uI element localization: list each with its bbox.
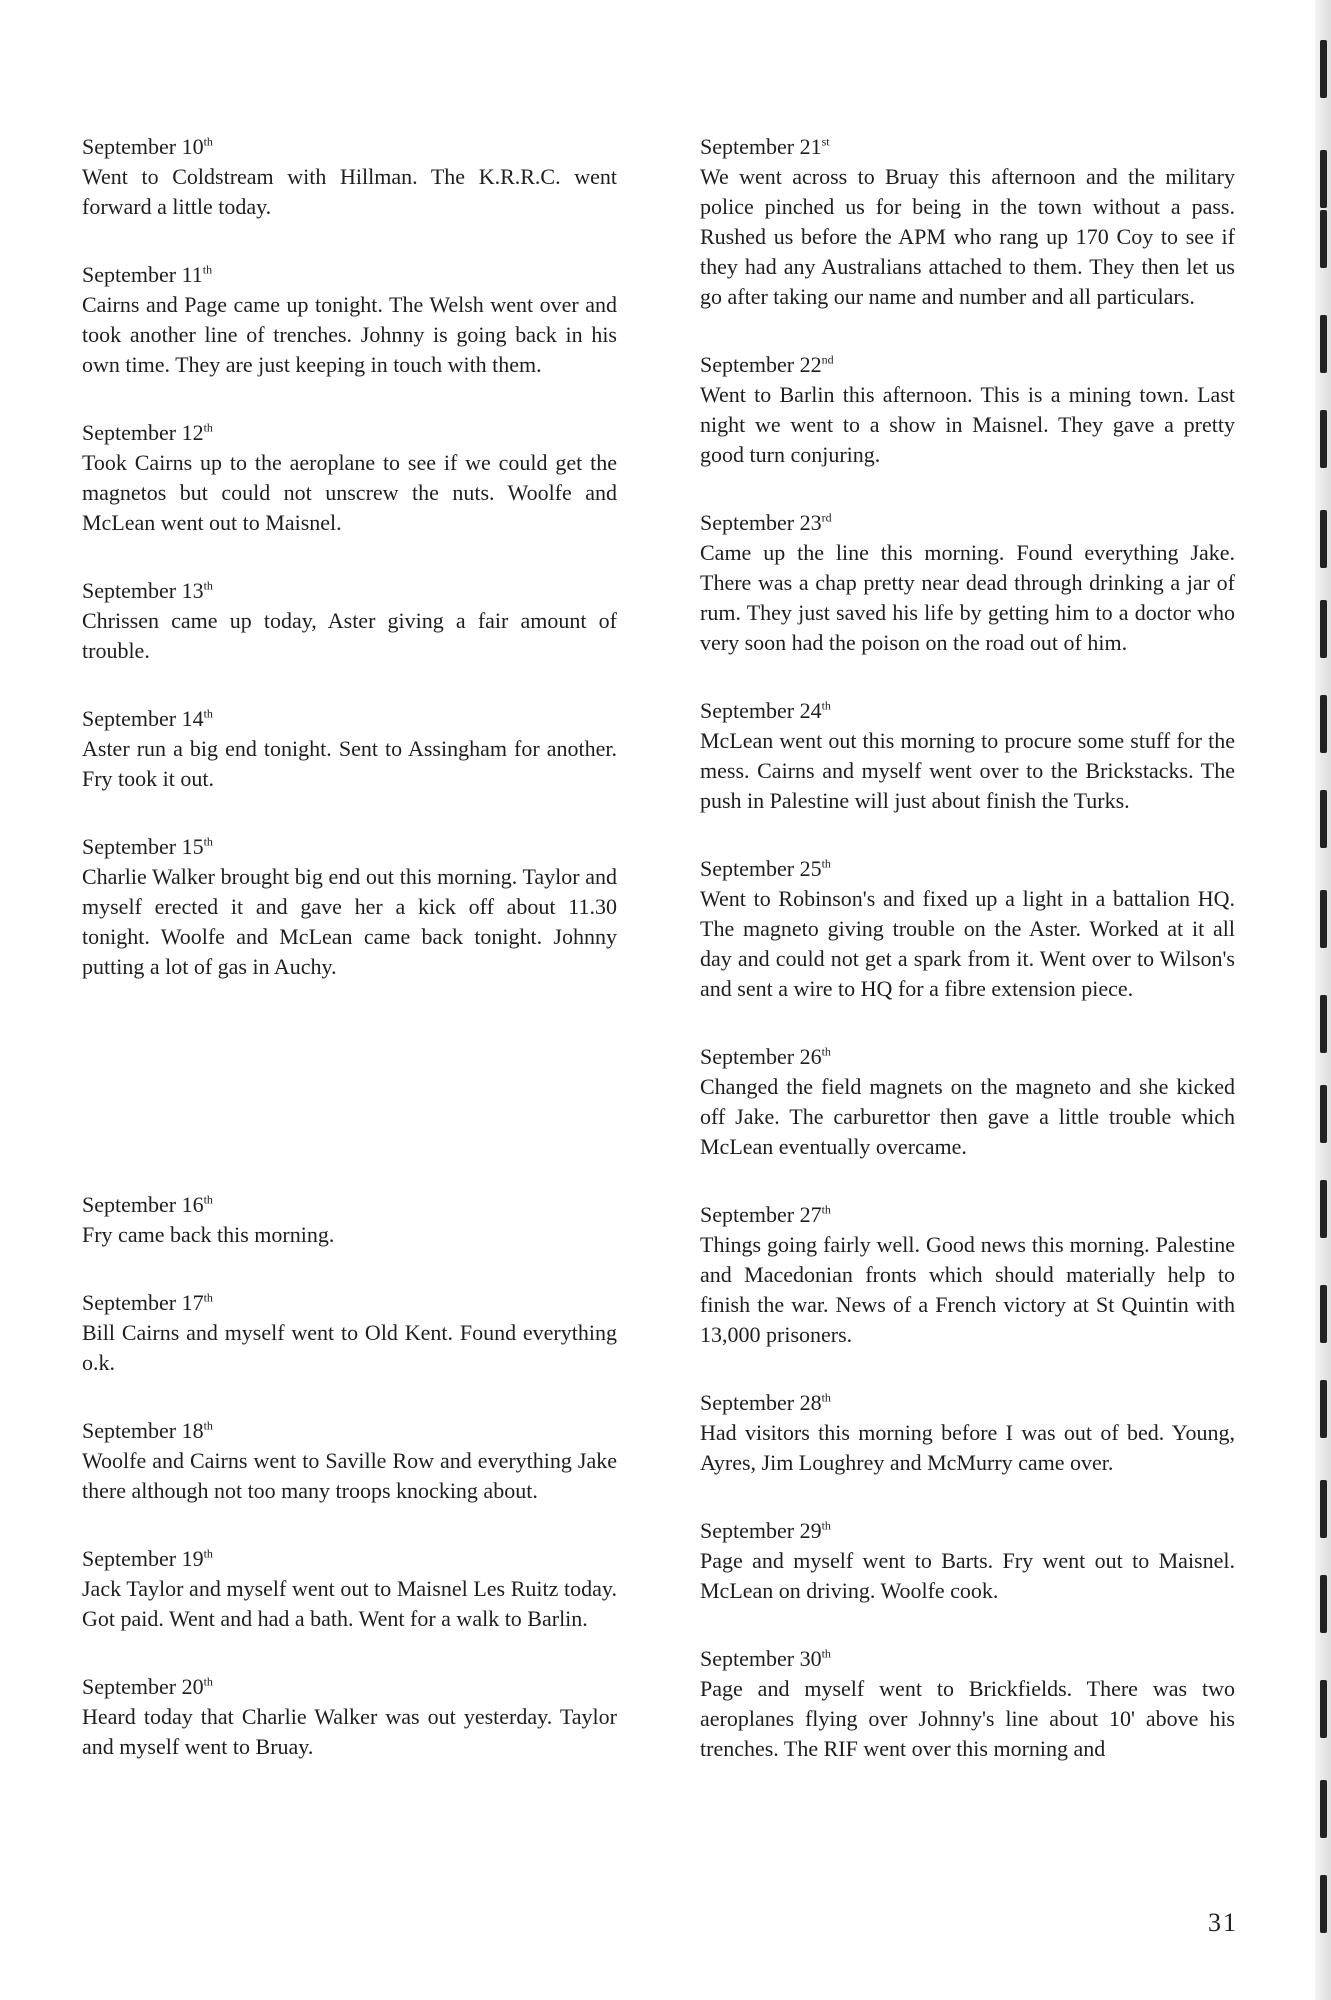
diary-entry [700,1516,1235,1606]
diary-entry [82,260,617,380]
entry-date: September 21st [700,134,830,159]
entry-date: September 14th [82,706,213,731]
entry-date: September 13th [82,578,213,603]
diary-entry [82,1288,617,1378]
entry-date: September 28th [700,1390,831,1415]
entry-text: Went to Coldstream with Hillman. The K.R.R.C. went forward a little today. [82,164,617,219]
binding-mark [1320,150,1327,208]
diary-entry [82,1416,617,1506]
diary-entry [82,132,617,222]
binding-mark [1320,315,1327,373]
binding-mark [1320,1575,1327,1633]
entry-text: Fry came back this morning. [82,1222,335,1247]
entry-text: Bill Cairns and myself went to Old Kent. Found everything o.k. [82,1320,617,1375]
entry-text: We went across to Bruay this afternoon and the military police pinched us for being in the town without a pass. Rushed us before the APM who rang up 170 Coy to see if they had any Australians attached to them. They then let us go after taking our name and number and all particulars. [700,164,1235,309]
entry-date: September 29th [700,1518,831,1543]
diary-entry [82,576,617,666]
binding-mark [1320,1380,1327,1438]
entry-date: September 22nd [700,352,834,377]
entry-date: September 12th [82,420,213,445]
binding-mark [1320,510,1327,568]
entry-text: Had visitors this morning before I was out of bed. Young, Ayres, Jim Loughrey and McMurry came over. [700,1420,1235,1475]
diary-entry [700,350,1235,470]
entry-date: September 23rd [700,510,832,535]
entry-date: September 27th [700,1202,831,1227]
diary-entry [700,132,1235,312]
diary-entry [700,1042,1235,1162]
binding-mark [1320,1780,1327,1838]
binding-mark [1320,995,1327,1053]
entry-text: Cairns and Page came up tonight. The Welsh went over and took another line of trenches. Johnny is going back in his own time. They are just keeping in touch with them. [82,292,617,377]
page-number: 31 [1208,1908,1238,1937]
entry-text: Went to Barlin this afternoon. This is a mining town. Last night we went to a show in Maisnel. They gave a pretty good turn conjuring. [700,382,1235,467]
binding-mark [1320,1085,1327,1143]
diary-entry [82,832,617,982]
entry-text: Page and myself went to Barts. Fry went out to Maisnel. McLean on driving. Woolfe cook. [700,1548,1235,1603]
entry-text: Things going fairly well. Good news this morning. Palestine and Macedonian fronts which should materially help to finish the war. News of a French victory at St Quintin with 13,000 prisoners. [700,1232,1235,1347]
binding-mark [1320,1875,1327,1933]
entry-text: Woolfe and Cairns went to Saville Row and everything Jake there although not too many troops knocking about. [82,1448,617,1503]
entry-date: September 10th [82,134,213,159]
binding-mark [1320,410,1327,468]
binding-mark [1320,1285,1327,1343]
entry-date: September 19th [82,1546,213,1571]
entry-text: McLean went out this morning to procure some stuff for the mess. Cairns and myself went over to the Brickstacks. The push in Palestine will just about finish the Turks. [700,728,1235,813]
entry-date: September 15th [82,834,213,859]
entry-date: September 24th [700,698,831,723]
entry-date: September 16th [82,1192,213,1217]
entry-text: Heard today that Charlie Walker was out yesterday. Taylor and myself went to Bruay. [82,1704,617,1759]
entry-date: September 18th [82,1418,213,1443]
diary-entry [82,1544,617,1634]
entry-date: September 26th [700,1044,831,1069]
diary-entry [700,854,1235,1004]
entry-date: September 25th [700,856,831,881]
left-column [82,132,617,1800]
entry-date: September 11th [82,262,213,287]
diary-entry [82,1672,617,1762]
binding-mark [1320,890,1327,948]
entry-text: Came up the line this morning. Found everything Jake. There was a chap pretty near dead through drinking a jar of rum. They just saved his life by getting him to a doctor who very soon had the poison on the road out of him. [700,540,1235,655]
page-edge [1315,0,1331,2000]
entry-text: Went to Robinson's and fixed up a light in a battalion HQ. The magneto giving trouble on the Aster. Worked at it all day and could not get a spark from it. Went over to Wilson's and sent a wire to HQ for a fibre extension piece. [700,886,1235,1001]
entry-text: Chrissen came up today, Aster giving a fair amount of trouble. [82,608,617,663]
binding-mark [1320,1180,1327,1238]
entry-text: Changed the field magnets on the magneto and she kicked off Jake. The carburettor then gave a little trouble which McLean eventually overcame. [700,1074,1235,1159]
entry-text: Took Cairns up to the aeroplane to see if we could get the magnetos but could not unscrew the nuts. Woolfe and McLean went out to Maisnel. [82,450,617,535]
binding-mark [1320,40,1327,98]
entry-text: Charlie Walker brought big end out this morning. Taylor and myself erected it and gave her a kick off about 11.30 tonight. Woolfe and McLean came back tonight. Johnny putting a lot of gas in Auchy. [82,864,617,979]
entry-text: Aster run a big end tonight. Sent to Assingham for another. Fry took it out. [82,736,617,791]
binding-mark [1320,695,1327,753]
binding-mark [1320,1680,1327,1738]
binding-mark [1320,600,1327,658]
diary-entry [82,704,617,794]
entry-text: Page and myself went to Brickfields. There was two aeroplanes flying over Johnny's line about 10' above his trenches. The RIF went over this morning and [700,1676,1235,1761]
diary-entry [700,1644,1235,1764]
entry-date: September 20th [82,1674,213,1699]
binding-mark [1320,790,1327,848]
binding-mark [1320,1480,1327,1538]
column-gap [82,1020,617,1190]
diary-entry [82,1190,617,1250]
entry-date: September 30th [700,1646,831,1671]
diary-entry [700,1388,1235,1478]
diary-entry [700,696,1235,816]
diary-entry [82,418,617,538]
diary-entry [700,508,1235,658]
right-column [700,132,1235,1802]
entry-text: Jack Taylor and myself went out to Maisnel Les Ruitz today. Got paid. Went and had a bath. Went for a walk to Barlin. [82,1576,617,1631]
binding-mark [1320,210,1327,268]
entry-date: September 17th [82,1290,213,1315]
diary-entry [700,1200,1235,1350]
